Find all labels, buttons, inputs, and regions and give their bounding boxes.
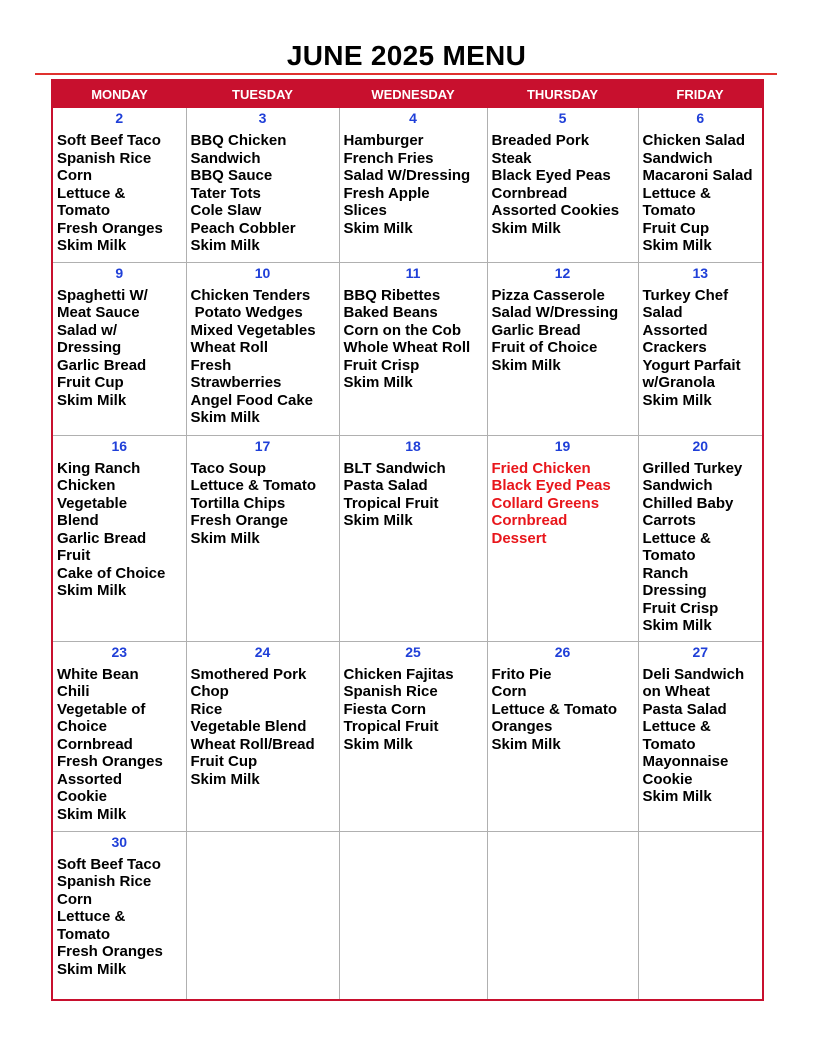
menu-item: Corn	[57, 167, 92, 184]
menu-item: Pasta Salad	[343, 477, 428, 494]
day-cell	[186, 435, 339, 641]
menu-item: Ranch	[642, 564, 689, 582]
menu-item: Skim Milk	[343, 512, 413, 529]
menu-item: Cookie	[642, 770, 693, 788]
day-cell	[339, 435, 487, 641]
menu-item: Fruit Cup	[642, 219, 710, 237]
day-number: 27	[692, 643, 709, 660]
day-number: 20	[692, 437, 709, 454]
menu-item: Skim Milk	[190, 237, 260, 254]
menu-item: Chicken	[57, 477, 116, 494]
menu-item: Fried Chicken	[491, 459, 591, 477]
menu-item: Garlic Bread	[57, 529, 147, 547]
weekday-header: FRIDAY	[638, 81, 762, 108]
menu-items	[57, 666, 186, 824]
week-row	[53, 641, 762, 831]
menu-item: Fruit Crisp	[343, 356, 420, 374]
day-number: 16	[111, 437, 128, 454]
day-cell	[487, 641, 638, 831]
menu-item: Skim Milk	[190, 409, 260, 426]
day-cell	[186, 831, 339, 999]
day-number: 26	[554, 643, 571, 660]
day-number: 17	[254, 437, 271, 454]
menu-item: Chili	[57, 683, 90, 700]
menu-item: Skim Milk	[642, 391, 712, 409]
menu-calendar	[51, 79, 764, 1001]
menu-item: Skim Milk	[190, 770, 260, 788]
menu-item: Tropical Fruit	[343, 494, 439, 512]
day-number: 5	[558, 110, 567, 126]
menu-item: Fruit Cup	[57, 374, 124, 391]
menu-item: Steak	[491, 149, 532, 167]
day-number	[187, 834, 339, 856]
menu-items	[492, 666, 638, 754]
menu-item: Lettuce & Tomato	[491, 700, 618, 718]
menu-items	[492, 132, 638, 237]
menu-item: Collard Greens	[491, 494, 600, 512]
day-cell	[53, 641, 186, 831]
menu-item: Garlic Bread	[491, 321, 581, 339]
day-cell	[186, 108, 339, 262]
menu-item: Lettuce &	[57, 184, 126, 202]
menu-items	[643, 666, 763, 806]
menu-item: Salad W/Dressing	[491, 304, 619, 321]
day-cell	[53, 262, 186, 435]
menu-item: Skim Milk	[642, 617, 712, 634]
day-cell	[53, 108, 186, 262]
day-number: 10	[254, 264, 271, 281]
menu-item: Cornbread	[491, 184, 568, 202]
menu-items	[191, 666, 339, 789]
menu-item: Yogurt Parfait	[642, 356, 741, 374]
menu-item: Lettuce &	[642, 184, 711, 202]
day-number	[488, 834, 638, 856]
menu-items	[492, 460, 638, 548]
menu-item: Skim Milk	[57, 960, 127, 978]
menu-item: Sandwich	[190, 149, 261, 167]
menu-item: Rice	[190, 700, 223, 718]
day-cell	[487, 831, 638, 999]
menu-item: Meat Sauce	[57, 304, 140, 321]
menu-item: Skim Milk	[57, 391, 127, 409]
day-cell	[53, 831, 186, 999]
menu-item: Lettuce & Tomato	[190, 477, 317, 494]
day-cell	[638, 641, 762, 831]
day-cell	[53, 435, 186, 641]
day-cell	[487, 108, 638, 262]
menu-item: Assorted Cookies	[491, 202, 620, 219]
menu-item: Skim Milk	[642, 788, 712, 805]
menu-item: Skim Milk	[343, 735, 413, 753]
menu-item: Spanish Rice	[343, 683, 438, 700]
day-cell	[638, 262, 762, 435]
menu-items	[344, 132, 487, 237]
menu-item: King Ranch	[57, 459, 141, 477]
week-row	[53, 262, 762, 435]
weekday-header: THURSDAY	[487, 81, 638, 108]
menu-item: Vegetable Blend	[190, 718, 307, 735]
menu-item: Oranges	[491, 718, 553, 735]
menu-items	[191, 132, 339, 255]
day-cell	[339, 831, 487, 999]
menu-item: Dressing	[57, 339, 122, 356]
menu-item: Frito Pie	[491, 665, 552, 683]
day-cell	[186, 262, 339, 435]
menu-item: Assorted	[57, 770, 123, 788]
menu-item: Salad	[642, 304, 683, 321]
day-number	[340, 834, 487, 856]
menu-item: Taco Soup	[190, 459, 267, 477]
menu-item: Soft Beef Taco	[57, 855, 161, 873]
day-number: 18	[405, 437, 421, 454]
menu-item: Black Eyed Peas	[491, 167, 611, 184]
menu-item: Fruit	[57, 547, 91, 564]
menu-items	[57, 287, 186, 410]
page-title: JUNE 2025 MENU	[286, 40, 527, 71]
menu-item: Tropical Fruit	[343, 718, 439, 735]
day-number: 23	[111, 643, 128, 660]
menu-item: BBQ Chicken	[190, 132, 287, 149]
day-cell	[339, 641, 487, 831]
menu-item: Lettuce &	[642, 718, 711, 735]
menu-item: Garlic Bread	[57, 356, 147, 374]
menu-item: Tortilla Chips	[190, 494, 286, 512]
menu-item: Tomato	[642, 202, 696, 219]
menu-item: Blend	[57, 512, 99, 529]
day-number: 2	[115, 110, 124, 126]
day-number	[639, 834, 763, 856]
menu-items	[643, 287, 763, 410]
menu-item: Skim Milk	[190, 529, 260, 547]
menu-item: Fresh Oranges	[57, 943, 163, 960]
menu-item: Fresh Apple	[343, 184, 430, 202]
menu-items	[344, 666, 487, 754]
menu-item: Deli Sandwich	[642, 665, 745, 683]
menu-item: Peach Cobbler	[190, 219, 296, 237]
menu-item: Slices	[343, 202, 387, 219]
menu-item: Fresh Orange	[190, 512, 289, 529]
menu-item: Sandwich	[642, 477, 713, 494]
menu-items	[191, 287, 339, 427]
menu-item: Cornbread	[491, 512, 568, 529]
menu-item: Cake of Choice	[57, 564, 166, 582]
menu-items	[191, 460, 339, 548]
menu-items	[344, 287, 487, 392]
week-row	[53, 108, 762, 262]
menu-item: Mixed Vegetables	[190, 321, 316, 339]
menu-item: Skim Milk	[57, 237, 127, 254]
menu-item: Corn	[491, 683, 527, 700]
title-underline	[35, 73, 777, 75]
menu-item: Sandwich	[642, 149, 713, 167]
menu-item: on Wheat	[642, 683, 710, 700]
menu-item: Spanish Rice	[57, 149, 152, 167]
menu-item: Black Eyed Peas	[491, 477, 611, 494]
menu-item: Lettuce &	[57, 908, 126, 925]
menu-item: Fruit Crisp	[642, 599, 719, 617]
weekday-header-row	[53, 81, 762, 108]
day-number: 9	[115, 264, 124, 281]
menu-item: Potato Wedges	[190, 304, 303, 321]
menu-item: Skim Milk	[491, 735, 561, 753]
menu-item: Chop	[190, 683, 229, 700]
day-number: 19	[554, 437, 571, 454]
menu-items	[57, 856, 186, 979]
menu-item: Dessert	[491, 529, 547, 547]
menu-item: Salad W/Dressing	[343, 167, 471, 184]
day-number: 12	[554, 264, 571, 281]
menu-item: Tomato	[642, 547, 696, 564]
menu-item: Chicken Salad	[642, 132, 746, 149]
day-number: 4	[409, 110, 417, 126]
day-number: 25	[405, 643, 421, 660]
menu-item: Wheat Roll/Bread	[190, 735, 315, 753]
menu-item: Cookie	[57, 788, 108, 805]
day-cell	[487, 262, 638, 435]
menu-items	[643, 132, 763, 255]
day-cell	[487, 435, 638, 641]
day-cell	[638, 108, 762, 262]
menu-item: Strawberries	[190, 374, 282, 391]
menu-item: Hamburger	[343, 132, 424, 149]
menu-item: Cole Slaw	[190, 202, 262, 219]
day-cell	[638, 831, 762, 999]
day-cell	[339, 262, 487, 435]
week-row	[53, 831, 762, 999]
menu-item: Breaded Pork	[491, 132, 590, 149]
menu-item: Fruit Cup	[190, 753, 258, 770]
menu-table	[53, 81, 762, 999]
menu-item: Carrots	[642, 512, 696, 529]
menu-item: Mayonnaise	[642, 753, 729, 770]
menu-item: Smothered Pork	[190, 665, 307, 683]
day-number: 24	[254, 643, 271, 660]
menu-item: BBQ Ribettes	[343, 286, 441, 304]
menu-item: Tomato	[57, 202, 111, 219]
menu-item: Whole Wheat Roll	[343, 339, 471, 356]
menu-item: Spanish Rice	[57, 873, 152, 890]
menu-items	[344, 460, 487, 530]
menu-item: Skim Milk	[491, 356, 561, 374]
menu-item: Skim Milk	[491, 219, 561, 237]
menu-item: Tomato	[57, 925, 111, 943]
menu-item: Vegetable of	[57, 700, 146, 718]
menu-item: Chicken Fajitas	[343, 665, 454, 683]
menu-item: Fresh	[190, 356, 232, 374]
menu-items	[57, 132, 186, 255]
menu-item: Chicken Tenders	[190, 286, 311, 304]
day-cell	[638, 435, 762, 641]
menu-item: Fiesta Corn	[343, 700, 427, 718]
menu-item: Skim Milk	[57, 582, 127, 599]
menu-item: Dressing	[642, 582, 707, 599]
menu-item: Tomato	[642, 735, 696, 753]
menu-item: French Fries	[343, 149, 434, 167]
day-number: 13	[692, 264, 709, 281]
menu-item: Skim Milk	[343, 219, 413, 237]
week-row	[53, 435, 762, 641]
menu-item: Soft Beef Taco	[57, 132, 161, 149]
menu-item: Salad w/	[57, 321, 118, 339]
menu-item: Turkey Chef	[642, 286, 729, 304]
menu-item: Fresh Oranges	[57, 753, 163, 770]
menu-item: Vegetable	[57, 494, 128, 512]
menu-item: Corn on the Cob	[343, 321, 461, 339]
menu-item: Skim Milk	[642, 237, 712, 254]
menu-items	[57, 460, 186, 600]
menu-item: Pasta Salad	[642, 700, 727, 718]
weekday-header: MONDAY	[53, 81, 186, 108]
day-number: 11	[405, 264, 421, 281]
menu-item: w/Granola	[642, 374, 716, 391]
menu-item: Fruit of Choice	[491, 339, 598, 356]
day-cell	[339, 108, 487, 262]
menu-item: Corn	[57, 890, 92, 908]
menu-item: Grilled Turkey	[642, 459, 743, 477]
menu-item: Wheat Roll	[190, 339, 268, 356]
weekday-header: TUESDAY	[186, 81, 339, 108]
menu-item: Tater Tots	[190, 184, 261, 202]
weekday-header: WEDNESDAY	[339, 81, 487, 108]
menu-item: Angel Food Cake	[190, 391, 314, 409]
day-number: 3	[258, 110, 267, 126]
menu-item: BBQ Sauce	[190, 167, 273, 184]
menu-item: Pizza Casserole	[491, 286, 605, 304]
menu-item: Cornbread	[57, 735, 133, 753]
menu-item: BLT Sandwich	[343, 459, 446, 477]
menu-item: Spaghetti W/	[57, 286, 148, 304]
menu-item: Skim Milk	[343, 374, 413, 391]
menu-item: White Bean	[57, 665, 139, 683]
menu-item: Choice	[57, 718, 108, 735]
day-number: 30	[111, 833, 128, 850]
menu-item: Assorted	[642, 321, 708, 339]
menu-item: Skim Milk	[57, 805, 127, 823]
menu-item: Chilled Baby	[642, 494, 734, 512]
menu-item: Crackers	[642, 339, 707, 356]
day-cell	[186, 641, 339, 831]
menu-item: Lettuce &	[642, 529, 711, 547]
day-number: 6	[696, 110, 705, 126]
menu-item: Fresh Oranges	[57, 219, 163, 237]
menu-items	[643, 460, 763, 635]
menu-items	[492, 287, 638, 375]
menu-item: Baked Beans	[343, 304, 438, 321]
menu-item: Macaroni Salad	[642, 167, 753, 184]
